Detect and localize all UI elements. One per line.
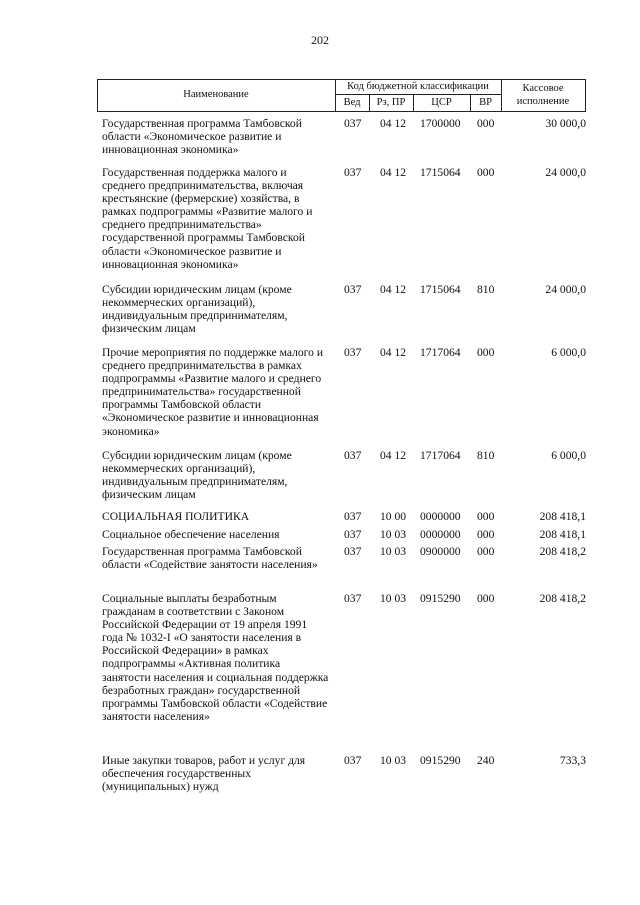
header-bottom-border (97, 111, 586, 112)
row-vr: 000 (477, 346, 495, 359)
row-amount: 733,3 (559, 754, 586, 767)
row-name: Государственная программа Тамбовской области «Экономическое развитие и инновационная экономика» (102, 117, 302, 157)
row-vr: 000 (477, 166, 495, 179)
row-ved: 037 (344, 283, 362, 296)
header-rz-pr: Рз, ПР (376, 97, 406, 108)
row-csr: 0900000 (420, 545, 461, 558)
header-cash-line1: Кассовое (522, 83, 564, 94)
row-rz-pr: 04 12 (380, 166, 407, 179)
row-ved: 037 (344, 754, 362, 767)
row-vr: 810 (477, 449, 495, 462)
header-code-group: Код бюджетной классификации (347, 81, 489, 92)
row-name: Субсидии юридическим лицам (кроме некоммерческих организаций), индивидуальным предпринимателям, физическим лицам (102, 283, 292, 336)
header-vr: ВР (479, 97, 492, 108)
row-name: СОЦИАЛЬНАЯ ПОЛИТИКА (102, 510, 250, 523)
row-amount: 208 418,1 (539, 510, 586, 523)
row-ved: 037 (344, 510, 362, 523)
row-rz-pr: 04 12 (380, 283, 407, 296)
row-csr: 1717064 (420, 346, 461, 359)
row-csr: 0000000 (420, 528, 461, 541)
header-subdivider (335, 94, 501, 95)
row-rz-pr: 10 03 (380, 754, 407, 767)
row-csr: 1717064 (420, 449, 461, 462)
row-vr: 240 (477, 754, 495, 767)
row-rz-pr: 04 12 (380, 117, 407, 130)
row-amount: 24 000,0 (545, 166, 586, 179)
page-number: 202 (311, 33, 329, 47)
row-ved: 037 (344, 346, 362, 359)
row-vr: 000 (477, 528, 495, 541)
row-ved: 037 (344, 166, 362, 179)
row-rz-pr: 10 03 (380, 545, 407, 558)
row-name: Прочие мероприятия по поддержке малого и среднего предпринимательства в рамках подпрограммы «Развитие малого и среднего предпринимательства» государственной программы Тамбовской области «Экономическое развитие и инновационная экономика» (102, 346, 324, 438)
header-name: Наименование (183, 89, 249, 100)
row-vr: 000 (477, 545, 495, 558)
header-csr: ЦСР (431, 97, 452, 108)
row-name: Иные закупки товаров, работ и услуг для обеспечения государственных (муниципальных) нужд (102, 754, 306, 794)
header-top-border (97, 79, 586, 80)
row-vr: 000 (477, 510, 495, 523)
row-csr: 0915290 (420, 754, 461, 767)
row-rz-pr: 04 12 (380, 449, 407, 462)
row-name: Субсидии юридическим лицам (кроме некоммерческих организаций), индивидуальным предпринимателям, физическим лицам (102, 449, 292, 502)
header-ved: Вед (343, 97, 361, 108)
row-name: Государственная поддержка малого и среднего предпринимательства, включая крестьянские (фермерские) хозяйства, в рамках подпрограммы «Развитие малого и среднего предпринимательства» государственной программы Тамбовской области «Экономическое развитие и инновационная экономика» (102, 166, 313, 271)
row-csr: 0915290 (420, 592, 461, 605)
row-vr: 000 (477, 592, 495, 605)
row-amount: 6 000,0 (551, 346, 586, 359)
row-amount: 30 000,0 (545, 117, 586, 130)
row-ved: 037 (344, 545, 362, 558)
table-header (97, 79, 586, 112)
row-name: Социальные выплаты безработным гражданам в соответствии с Законом Российской Федерации от 19 апреля 1991 года № 1032-I «О занятости населения в Российской Федерации» в рамках подпрограммы «Активная политика занятости населения и социальная поддержка безработных граждан» государственной программы Тамбовской области «Содействие занятости населения» (102, 592, 329, 723)
row-ved: 037 (344, 449, 362, 462)
row-csr: 0000000 (420, 510, 461, 523)
row-rz-pr: 10 00 (380, 510, 407, 523)
row-rz-pr: 10 03 (380, 592, 407, 605)
row-csr: 1700000 (420, 117, 461, 130)
row-amount: 24 000,0 (545, 283, 586, 296)
row-rz-pr: 04 12 (380, 346, 407, 359)
row-ved: 037 (344, 117, 362, 130)
header-cash-line2: исполнение (516, 96, 570, 107)
row-vr: 000 (477, 117, 495, 130)
row-vr: 810 (477, 283, 495, 296)
row-amount: 208 418,2 (539, 545, 586, 558)
header-right-border (585, 79, 586, 112)
row-ved: 037 (344, 592, 362, 605)
row-rz-pr: 10 03 (380, 528, 407, 541)
row-name: Социальное обеспечение населения (102, 528, 280, 541)
row-csr: 1715064 (420, 166, 461, 179)
row-name: Государственная программа Тамбовской области «Содействие занятости населения» (102, 545, 318, 572)
row-amount: 6 000,0 (551, 449, 586, 462)
row-amount: 208 418,2 (539, 592, 586, 605)
row-amount: 208 418,1 (539, 528, 586, 541)
row-ved: 037 (344, 528, 362, 541)
row-csr: 1715064 (420, 283, 461, 296)
